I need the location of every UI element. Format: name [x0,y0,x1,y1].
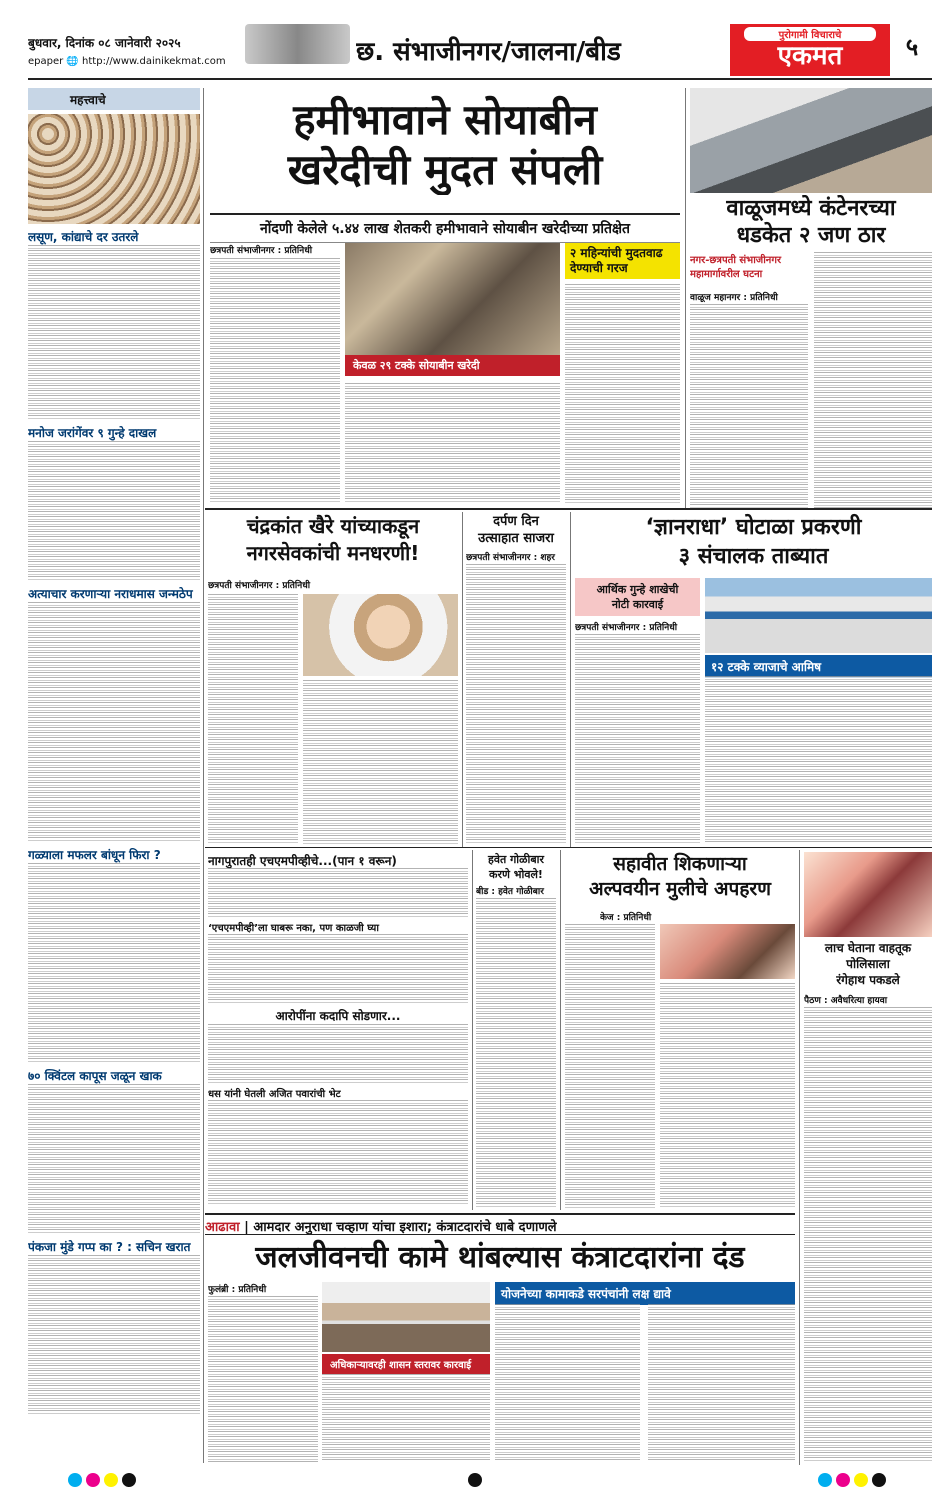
header-rule [28,78,932,80]
accident-headline [690,195,932,249]
page-number: ५ [905,33,919,61]
sidebar-story [28,587,200,842]
dnyanradha-headline-line1: ‘ज्ञानराधा’ घोटाळा प्रकरणी [645,515,862,540]
darpan-col [466,564,566,844]
khaire-headline-line2: नगरसेवकांची मनधरणी! [246,541,420,565]
issue-date: बुधवार, दिनांक ०८ जानेवारी २०२५ [28,36,181,50]
darpan-headline-line2: उत्साहात साजरा [478,531,554,546]
kidnap-headline [565,852,795,902]
story-text-lines [565,284,680,503]
soybean-photo-caption: केवळ २९ टक्के सोयाबीन खरेदी [345,355,560,376]
nagpur-headline: नागपुरातही एचएमपीव्हीचे...(पान १ वरून) [208,854,397,868]
story-text-lines [705,676,932,844]
nagpur-text1 [208,868,468,918]
column-divider [570,512,571,847]
story-text-lines [208,934,468,1004]
jaljeevan-col4 [648,1304,795,1462]
accident-location-box: नगर-छत्रपती संभाजीनगर महामार्गावरील घटना [690,255,782,280]
khaire-col2 [303,680,458,844]
kidnap-col2 [660,983,795,1208]
lead-subheadline: नोंदणी केलेले ५.४४ लाख शेतकरी हमीभावाने सोयाबीन खरेदीच्या प्रतिक्षेत [210,213,680,243]
accident-col1 [690,304,808,508]
dnyanradha-box-line1: आर्थिक गुन्हे शाखेची [596,583,679,596]
nagpur-text2 [208,934,468,1004]
lead-headline-line1: हमीभावाने सोयाबीन [293,95,597,144]
story-text-lines [814,252,932,508]
lead-headline-line2: खरेदीची मुदत संपली [287,145,603,194]
kidnap-col1 [565,924,655,1208]
dnyanradha-box-line2: नोटी कारवाई [611,598,664,611]
story-text-lines [208,868,468,918]
dnyanradha-col1 [575,634,700,844]
section-title: छ. संभाजीनगर/जालना/बीड [356,37,621,67]
bribe-headline-line1: लाच घेताना वाहतूक [824,941,912,955]
story-text-lines [28,441,200,581]
sidebar-story [28,426,200,581]
section-rule [205,508,932,510]
story-text-lines [210,258,340,503]
story-text-lines [303,680,458,844]
dnyanradha-headline-line2: ३ संचालक ताब्यात [678,544,829,569]
khaire-col1 [208,594,298,844]
story-text-lines [565,924,655,1208]
dnyanradha-dateline: छत्रपती संभाजीनगर : प्रतिनिधी [575,623,678,633]
jaljeevan-photo [322,1282,490,1352]
sidebar-story-title: लसूण, कांद्याचे दर उतरले [28,230,139,244]
story-text-lines [804,1007,932,1462]
nagpur-text4 [208,1100,468,1205]
sidebar-story-title: पंकजा मुंडे गप्प का ? : सचिन खरात [28,1240,191,1254]
column-divider [472,850,473,1210]
city-skyline-graphic [245,24,350,64]
cyan-mark [68,1473,82,1487]
section-rule [205,847,932,848]
nagpur-subhead2: आरोपींना कदापि सोडणार... [275,1009,401,1023]
kidnap-headline-line1: सहावीत शिकणाऱ्या [613,853,747,875]
story-text-lines [345,383,560,503]
black-mark [122,1473,136,1487]
magenta-mark [836,1473,850,1487]
khaire-dateline: छत्रपती संभाजीनगर : प्रतिनिधी [208,581,311,591]
bribe-headline-line3: रंगेहाथ पकडले [836,973,900,987]
strip-text: आमदार अनुराधा चव्हाण यांचा इशारा; कंत्राटदारांचे धाबे दणाणले [253,1220,557,1235]
sidebar-heading: महत्त्वाचे [28,88,200,110]
story-text-lines [208,594,298,844]
havet-headline-line2: करणे भोवले! [489,868,543,881]
newspaper-logo [730,24,890,76]
print-registration-marks [28,1472,932,1488]
story-text-lines [690,304,808,508]
story-text-lines [208,1024,468,1084]
lead-col3 [565,284,680,503]
bribe-dateline: पैठण : अवैधरित्या हायवा [804,996,888,1006]
jaljeevan-box-title: योजनेच्या कामाकडे सरपंचांनी लक्ष द्यावे [495,1282,795,1305]
story-text-lines [476,898,556,1208]
nagpur-subhead1: ‘एचएमपीव्ही’ला घाबरू नका, पण काळजी घ्या [208,923,379,934]
yellow-mark [854,1473,868,1487]
havet-dateline: बीड : हवेत गोळीबार [476,887,544,897]
kidnap-photo [660,924,795,979]
khaire-headline [208,513,458,567]
jaljeevan-strip: आढावा | आमदार अनुराधा चव्हाण यांचा इशारा; कंत्राटदारांचे धाबे दणाणले [205,1213,795,1235]
dnyanradha-photo-caption: १२ टक्के व्याजाचे आमिष [705,655,932,678]
bribe-headline-line2: पोलिसाला [846,957,890,971]
jaljeevan-headline: जलजीवनची कामे थांबल्यास कंत्राटदारांना दंड [255,1240,745,1275]
soybean-sacks-image [345,243,560,355]
garlic-onion-photo [28,114,200,224]
darpan-headline [466,513,566,547]
story-text-lines [28,602,200,842]
jaljeevan-dateline: फुलंब्री : प्रतिनिधी [208,1285,267,1295]
story-text-lines [322,1374,490,1462]
khaire-headline-line1: चंद्रकांत खैरे यांच्याकडून [246,514,420,538]
sidebar-story-title: ७० क्विंटल कापूस जळून खाक [28,1069,162,1083]
darpan-headline-line1: दर्पण दिन [493,514,539,529]
sidebar-story [28,848,200,1063]
column-divider [462,512,463,847]
story-text-lines [28,1084,200,1234]
havet-headline-line1: हवेत गोळीबार [488,853,544,866]
accident-headline-line2: धडकेत २ जण ठार [736,223,886,248]
bribe-headline [804,940,932,988]
sidebar-story-title: मनोज जरांगेंवर ९ गुन्हे दाखल [28,426,157,440]
story-text-lines [575,634,700,844]
jaljeevan-col2 [322,1374,490,1462]
column-divider [799,850,800,1465]
havet-col [476,898,556,1208]
story-text-lines [466,564,566,844]
soybean-photo [345,243,560,378]
cyan-mark [818,1473,832,1487]
sidebar-important [28,88,200,1448]
sidebar-story-title: अत्याचार करणाऱ्या नराधमास जन्मठेप [28,587,193,601]
dnyanradha-box [575,578,700,616]
kidnap-dateline: केज : प्रतिनिधी [600,913,652,923]
kidnap-headline-line2: अल्पवयीन मुलीचे अपहरण [589,878,771,900]
lead-col2 [345,383,560,503]
story-text-lines [28,863,200,1063]
bribe-photo [804,852,932,937]
khaire-photo [303,594,458,676]
story-text-lines [208,1100,468,1205]
center-mark [468,1473,482,1487]
nagpur-subhead3: धस यांनी घेतली अजित पवारांची भेट [208,1089,341,1100]
lead-col1 [210,258,340,503]
havet-headline [476,852,556,882]
accident-headline-line1: वाळूजमध्ये कंटेनरच्या [726,196,896,221]
logo-tagline: पुरोगामी विचाराचे [744,27,876,41]
sidebar-story [28,230,200,420]
column-divider [685,88,686,508]
jaljeevan-col3 [495,1304,640,1462]
accident-photo [690,88,932,193]
column-divider [203,88,204,1463]
black-mark [872,1473,886,1487]
logo-name: एकमत [777,41,843,71]
accident-dateline: वाळूज महानगर : प्रतिनिधी [690,293,778,303]
yellow-mark [104,1473,118,1487]
dnyanradha-col2 [705,676,932,844]
epaper-link[interactable]: epaper 🌐 http://www.dainikekmat.com [28,56,226,67]
story-text-lines [28,1255,200,1415]
story-text-lines [208,1296,318,1462]
dnyanradha-headline [575,513,932,571]
jaljeevan-col1 [208,1296,318,1462]
jaljeevan-photo-caption: अधिकाऱ्यावरही शासन स्तरावर कारवाई [322,1354,490,1374]
bribe-col [804,1007,932,1462]
story-text-lines [660,983,795,1208]
darpan-dateline: छत्रपती संभाजीनगर : शहर [466,553,555,563]
extension-box: २ महिन्यांची मुदतवाढ देण्याची गरज [565,243,680,279]
lead-headline [210,95,680,195]
story-text-lines [28,245,200,420]
strip-label: आढावा [205,1220,240,1235]
column-divider [560,850,561,1210]
story-text-lines [495,1304,640,1462]
sidebar-story [28,1240,200,1415]
accident-col2 [814,252,932,508]
sidebar-story-title: गळ्याला मफलर बांधून फिरा ? [28,848,161,862]
nagpur-text3 [208,1024,468,1084]
lead-dateline: छत्रपती संभाजीनगर : प्रतिनिधी [210,246,313,256]
magenta-mark [86,1473,100,1487]
story-text-lines [648,1304,795,1462]
sidebar-story [28,1069,200,1234]
dnyanradha-photo [705,578,932,653]
